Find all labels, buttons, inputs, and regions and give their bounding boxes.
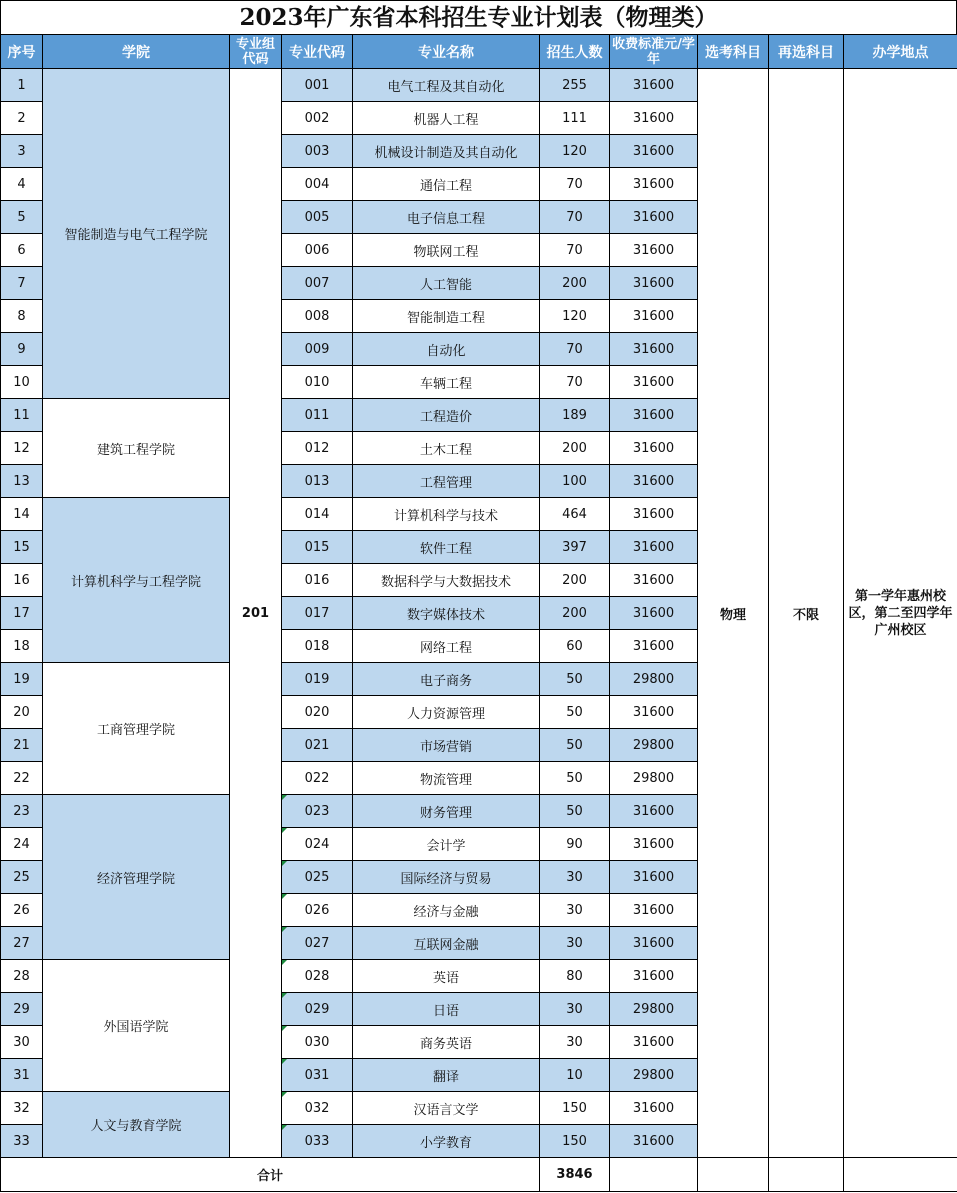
location-cell: 第一学年惠州校区，第二至四学年广州校区 bbox=[844, 69, 957, 1158]
enrollment-cell: 30 bbox=[540, 894, 610, 927]
fee-cell: 31600 bbox=[610, 432, 698, 465]
major-code-cell: 002 bbox=[282, 102, 353, 135]
enrollment-cell: 200 bbox=[540, 432, 610, 465]
total-count: 3846 bbox=[540, 1158, 610, 1192]
seq-cell: 19 bbox=[1, 663, 43, 696]
seq-cell: 1 bbox=[1, 69, 43, 102]
major-code-cell: 033 bbox=[282, 1125, 353, 1158]
seq-cell: 13 bbox=[1, 465, 43, 498]
major-code-cell: 009 bbox=[282, 333, 353, 366]
fee-cell: 31600 bbox=[610, 465, 698, 498]
fee-cell: 31600 bbox=[610, 333, 698, 366]
major-code-cell: 028 bbox=[282, 960, 353, 993]
fee-cell: 29800 bbox=[610, 729, 698, 762]
major-code-cell: 019 bbox=[282, 663, 353, 696]
major-code-cell: 024 bbox=[282, 828, 353, 861]
major-name-cell: 国际经济与贸易 bbox=[353, 861, 540, 894]
enrollment-cell: 397 bbox=[540, 531, 610, 564]
fee-cell: 29800 bbox=[610, 1059, 698, 1092]
seq-cell: 9 bbox=[1, 333, 43, 366]
seq-cell: 15 bbox=[1, 531, 43, 564]
seq-cell: 3 bbox=[1, 135, 43, 168]
enrollment-cell: 70 bbox=[540, 168, 610, 201]
major-code-cell: 027 bbox=[282, 927, 353, 960]
fee-cell: 31600 bbox=[610, 135, 698, 168]
major-name-cell: 电气工程及其自动化 bbox=[353, 69, 540, 102]
major-name-cell: 通信工程 bbox=[353, 168, 540, 201]
seq-cell: 5 bbox=[1, 201, 43, 234]
major-code-cell: 016 bbox=[282, 564, 353, 597]
major-name-cell: 市场营销 bbox=[353, 729, 540, 762]
enrollment-plan-table bbox=[0, 34, 957, 1192]
header-major-name: 专业名称 bbox=[353, 35, 540, 69]
major-code-cell: 026 bbox=[282, 894, 353, 927]
enrollment-cell: 80 bbox=[540, 960, 610, 993]
enrollment-cell: 90 bbox=[540, 828, 610, 861]
major-name-cell: 计算机科学与技术 bbox=[353, 498, 540, 531]
fee-cell: 31600 bbox=[610, 597, 698, 630]
seq-cell: 20 bbox=[1, 696, 43, 729]
fee-cell: 31600 bbox=[610, 828, 698, 861]
major-name-cell: 翻译 bbox=[353, 1059, 540, 1092]
college-cell: 智能制造与电气工程学院 bbox=[43, 69, 230, 399]
major-name-cell: 小学教育 bbox=[353, 1125, 540, 1158]
major-code-cell: 015 bbox=[282, 531, 353, 564]
major-code-cell: 001 bbox=[282, 69, 353, 102]
major-code-cell: 032 bbox=[282, 1092, 353, 1125]
enrollment-cell: 120 bbox=[540, 135, 610, 168]
header-row bbox=[1, 35, 957, 69]
group-code-cell: 201 bbox=[230, 69, 282, 1158]
enrollment-cell: 70 bbox=[540, 333, 610, 366]
seq-cell: 6 bbox=[1, 234, 43, 267]
fee-cell: 31600 bbox=[610, 861, 698, 894]
header-subject1: 选考科目 bbox=[698, 35, 769, 69]
fee-cell: 29800 bbox=[610, 663, 698, 696]
major-name-cell: 日语 bbox=[353, 993, 540, 1026]
seq-cell: 32 bbox=[1, 1092, 43, 1125]
table-body bbox=[1, 69, 957, 1158]
major-code-cell: 017 bbox=[282, 597, 353, 630]
enrollment-cell: 30 bbox=[540, 861, 610, 894]
major-name-cell: 机械设计制造及其自动化 bbox=[353, 135, 540, 168]
major-name-cell: 英语 bbox=[353, 960, 540, 993]
enrollment-cell: 70 bbox=[540, 201, 610, 234]
major-code-cell: 021 bbox=[282, 729, 353, 762]
header-group-code: 专业组代码 bbox=[230, 35, 282, 69]
major-name-cell: 机器人工程 bbox=[353, 102, 540, 135]
major-name-cell: 会计学 bbox=[353, 828, 540, 861]
seq-cell: 22 bbox=[1, 762, 43, 795]
total-empty-cell bbox=[844, 1158, 957, 1192]
major-name-cell: 工程造价 bbox=[353, 399, 540, 432]
fee-cell: 31600 bbox=[610, 564, 698, 597]
major-name-cell: 数据科学与大数据技术 bbox=[353, 564, 540, 597]
major-code-cell: 025 bbox=[282, 861, 353, 894]
enrollment-cell: 30 bbox=[540, 927, 610, 960]
seq-cell: 17 bbox=[1, 597, 43, 630]
major-name-cell: 土木工程 bbox=[353, 432, 540, 465]
enrollment-cell: 100 bbox=[540, 465, 610, 498]
major-code-cell: 013 bbox=[282, 465, 353, 498]
total-empty-cell bbox=[610, 1158, 698, 1192]
total-empty-cell bbox=[769, 1158, 844, 1192]
enrollment-cell: 189 bbox=[540, 399, 610, 432]
enrollment-cell: 50 bbox=[540, 729, 610, 762]
fee-cell: 31600 bbox=[610, 1125, 698, 1158]
seq-cell: 21 bbox=[1, 729, 43, 762]
major-code-cell: 014 bbox=[282, 498, 353, 531]
enrollment-cell: 200 bbox=[540, 564, 610, 597]
enrollment-cell: 464 bbox=[540, 498, 610, 531]
fee-cell: 31600 bbox=[610, 960, 698, 993]
major-code-cell: 005 bbox=[282, 201, 353, 234]
seq-cell: 26 bbox=[1, 894, 43, 927]
fee-cell: 31600 bbox=[610, 399, 698, 432]
major-name-cell: 电子信息工程 bbox=[353, 201, 540, 234]
college-cell: 工商管理学院 bbox=[43, 663, 230, 795]
seq-cell: 28 bbox=[1, 960, 43, 993]
major-code-cell: 018 bbox=[282, 630, 353, 663]
total-row bbox=[1, 1158, 957, 1192]
college-cell: 建筑工程学院 bbox=[43, 399, 230, 498]
enrollment-cell: 30 bbox=[540, 1026, 610, 1059]
fee-cell: 31600 bbox=[610, 300, 698, 333]
major-code-cell: 022 bbox=[282, 762, 353, 795]
major-name-cell: 人力资源管理 bbox=[353, 696, 540, 729]
major-name-cell: 数字媒体技术 bbox=[353, 597, 540, 630]
seq-cell: 23 bbox=[1, 795, 43, 828]
fee-cell: 31600 bbox=[610, 102, 698, 135]
major-name-cell: 智能制造工程 bbox=[353, 300, 540, 333]
header-college: 学院 bbox=[43, 35, 230, 69]
enrollment-cell: 150 bbox=[540, 1125, 610, 1158]
major-name-cell: 工程管理 bbox=[353, 465, 540, 498]
college-cell: 经济管理学院 bbox=[43, 795, 230, 960]
header-fee: 收费标准元/学年 bbox=[610, 35, 698, 69]
fee-cell: 31600 bbox=[610, 531, 698, 564]
major-code-cell: 007 bbox=[282, 267, 353, 300]
seq-cell: 2 bbox=[1, 102, 43, 135]
fee-cell: 31600 bbox=[610, 894, 698, 927]
enrollment-cell: 30 bbox=[540, 993, 610, 1026]
header-enrollment: 招生人数 bbox=[540, 35, 610, 69]
enrollment-cell: 70 bbox=[540, 234, 610, 267]
enrollment-cell: 50 bbox=[540, 663, 610, 696]
header-major-code: 专业代码 bbox=[282, 35, 353, 69]
enrollment-cell: 200 bbox=[540, 267, 610, 300]
seq-cell: 10 bbox=[1, 366, 43, 399]
enrollment-cell: 150 bbox=[540, 1092, 610, 1125]
seq-cell: 18 bbox=[1, 630, 43, 663]
table-row bbox=[1, 69, 957, 102]
major-name-cell: 物联网工程 bbox=[353, 234, 540, 267]
seq-cell: 14 bbox=[1, 498, 43, 531]
major-code-cell: 029 bbox=[282, 993, 353, 1026]
total-empty-cell bbox=[698, 1158, 769, 1192]
major-code-cell: 006 bbox=[282, 234, 353, 267]
major-code-cell: 020 bbox=[282, 696, 353, 729]
major-name-cell: 车辆工程 bbox=[353, 366, 540, 399]
seq-cell: 12 bbox=[1, 432, 43, 465]
seq-cell: 7 bbox=[1, 267, 43, 300]
enrollment-cell: 10 bbox=[540, 1059, 610, 1092]
major-code-cell: 031 bbox=[282, 1059, 353, 1092]
major-name-cell: 物流管理 bbox=[353, 762, 540, 795]
fee-cell: 31600 bbox=[610, 168, 698, 201]
header-location: 办学地点 bbox=[844, 35, 957, 69]
seq-cell: 33 bbox=[1, 1125, 43, 1158]
major-name-cell: 软件工程 bbox=[353, 531, 540, 564]
fee-cell: 31600 bbox=[610, 201, 698, 234]
seq-cell: 29 bbox=[1, 993, 43, 1026]
major-name-cell: 网络工程 bbox=[353, 630, 540, 663]
seq-cell: 11 bbox=[1, 399, 43, 432]
subject2-cell: 不限 bbox=[769, 69, 844, 1158]
seq-cell: 27 bbox=[1, 927, 43, 960]
major-name-cell: 汉语言文学 bbox=[353, 1092, 540, 1125]
major-name-cell: 电子商务 bbox=[353, 663, 540, 696]
fee-cell: 31600 bbox=[610, 1092, 698, 1125]
enrollment-cell: 50 bbox=[540, 762, 610, 795]
enrollment-cell: 120 bbox=[540, 300, 610, 333]
fee-cell: 31600 bbox=[610, 795, 698, 828]
seq-cell: 4 bbox=[1, 168, 43, 201]
header-subject2: 再选科目 bbox=[769, 35, 844, 69]
fee-cell: 29800 bbox=[610, 762, 698, 795]
major-name-cell: 经济与金融 bbox=[353, 894, 540, 927]
seq-cell: 31 bbox=[1, 1059, 43, 1092]
enrollment-cell: 50 bbox=[540, 795, 610, 828]
page-title: 2023年广东省本科招生专业计划表（物理类） bbox=[0, 0, 957, 34]
fee-cell: 31600 bbox=[610, 234, 698, 267]
total-label: 合计 bbox=[1, 1158, 540, 1192]
fee-cell: 31600 bbox=[610, 498, 698, 531]
major-name-cell: 商务英语 bbox=[353, 1026, 540, 1059]
major-code-cell: 030 bbox=[282, 1026, 353, 1059]
major-code-cell: 004 bbox=[282, 168, 353, 201]
fee-cell: 31600 bbox=[610, 630, 698, 663]
seq-cell: 8 bbox=[1, 300, 43, 333]
fee-cell: 31600 bbox=[610, 267, 698, 300]
fee-cell: 31600 bbox=[610, 69, 698, 102]
enrollment-cell: 200 bbox=[540, 597, 610, 630]
major-code-cell: 023 bbox=[282, 795, 353, 828]
fee-cell: 31600 bbox=[610, 1026, 698, 1059]
fee-cell: 29800 bbox=[610, 993, 698, 1026]
major-name-cell: 财务管理 bbox=[353, 795, 540, 828]
seq-cell: 16 bbox=[1, 564, 43, 597]
major-code-cell: 012 bbox=[282, 432, 353, 465]
major-name-cell: 自动化 bbox=[353, 333, 540, 366]
fee-cell: 31600 bbox=[610, 696, 698, 729]
enrollment-cell: 111 bbox=[540, 102, 610, 135]
subject1-cell: 物理 bbox=[698, 69, 769, 1158]
major-name-cell: 人工智能 bbox=[353, 267, 540, 300]
enrollment-cell: 70 bbox=[540, 366, 610, 399]
header-seq: 序号 bbox=[1, 35, 43, 69]
enrollment-cell: 50 bbox=[540, 696, 610, 729]
college-cell: 计算机科学与工程学院 bbox=[43, 498, 230, 663]
college-cell: 人文与教育学院 bbox=[43, 1092, 230, 1158]
seq-cell: 30 bbox=[1, 1026, 43, 1059]
enrollment-cell: 255 bbox=[540, 69, 610, 102]
major-code-cell: 010 bbox=[282, 366, 353, 399]
fee-cell: 31600 bbox=[610, 366, 698, 399]
major-code-cell: 003 bbox=[282, 135, 353, 168]
enrollment-cell: 60 bbox=[540, 630, 610, 663]
fee-cell: 31600 bbox=[610, 927, 698, 960]
major-name-cell: 互联网金融 bbox=[353, 927, 540, 960]
major-code-cell: 008 bbox=[282, 300, 353, 333]
seq-cell: 24 bbox=[1, 828, 43, 861]
seq-cell: 25 bbox=[1, 861, 43, 894]
college-cell: 外国语学院 bbox=[43, 960, 230, 1092]
major-code-cell: 011 bbox=[282, 399, 353, 432]
